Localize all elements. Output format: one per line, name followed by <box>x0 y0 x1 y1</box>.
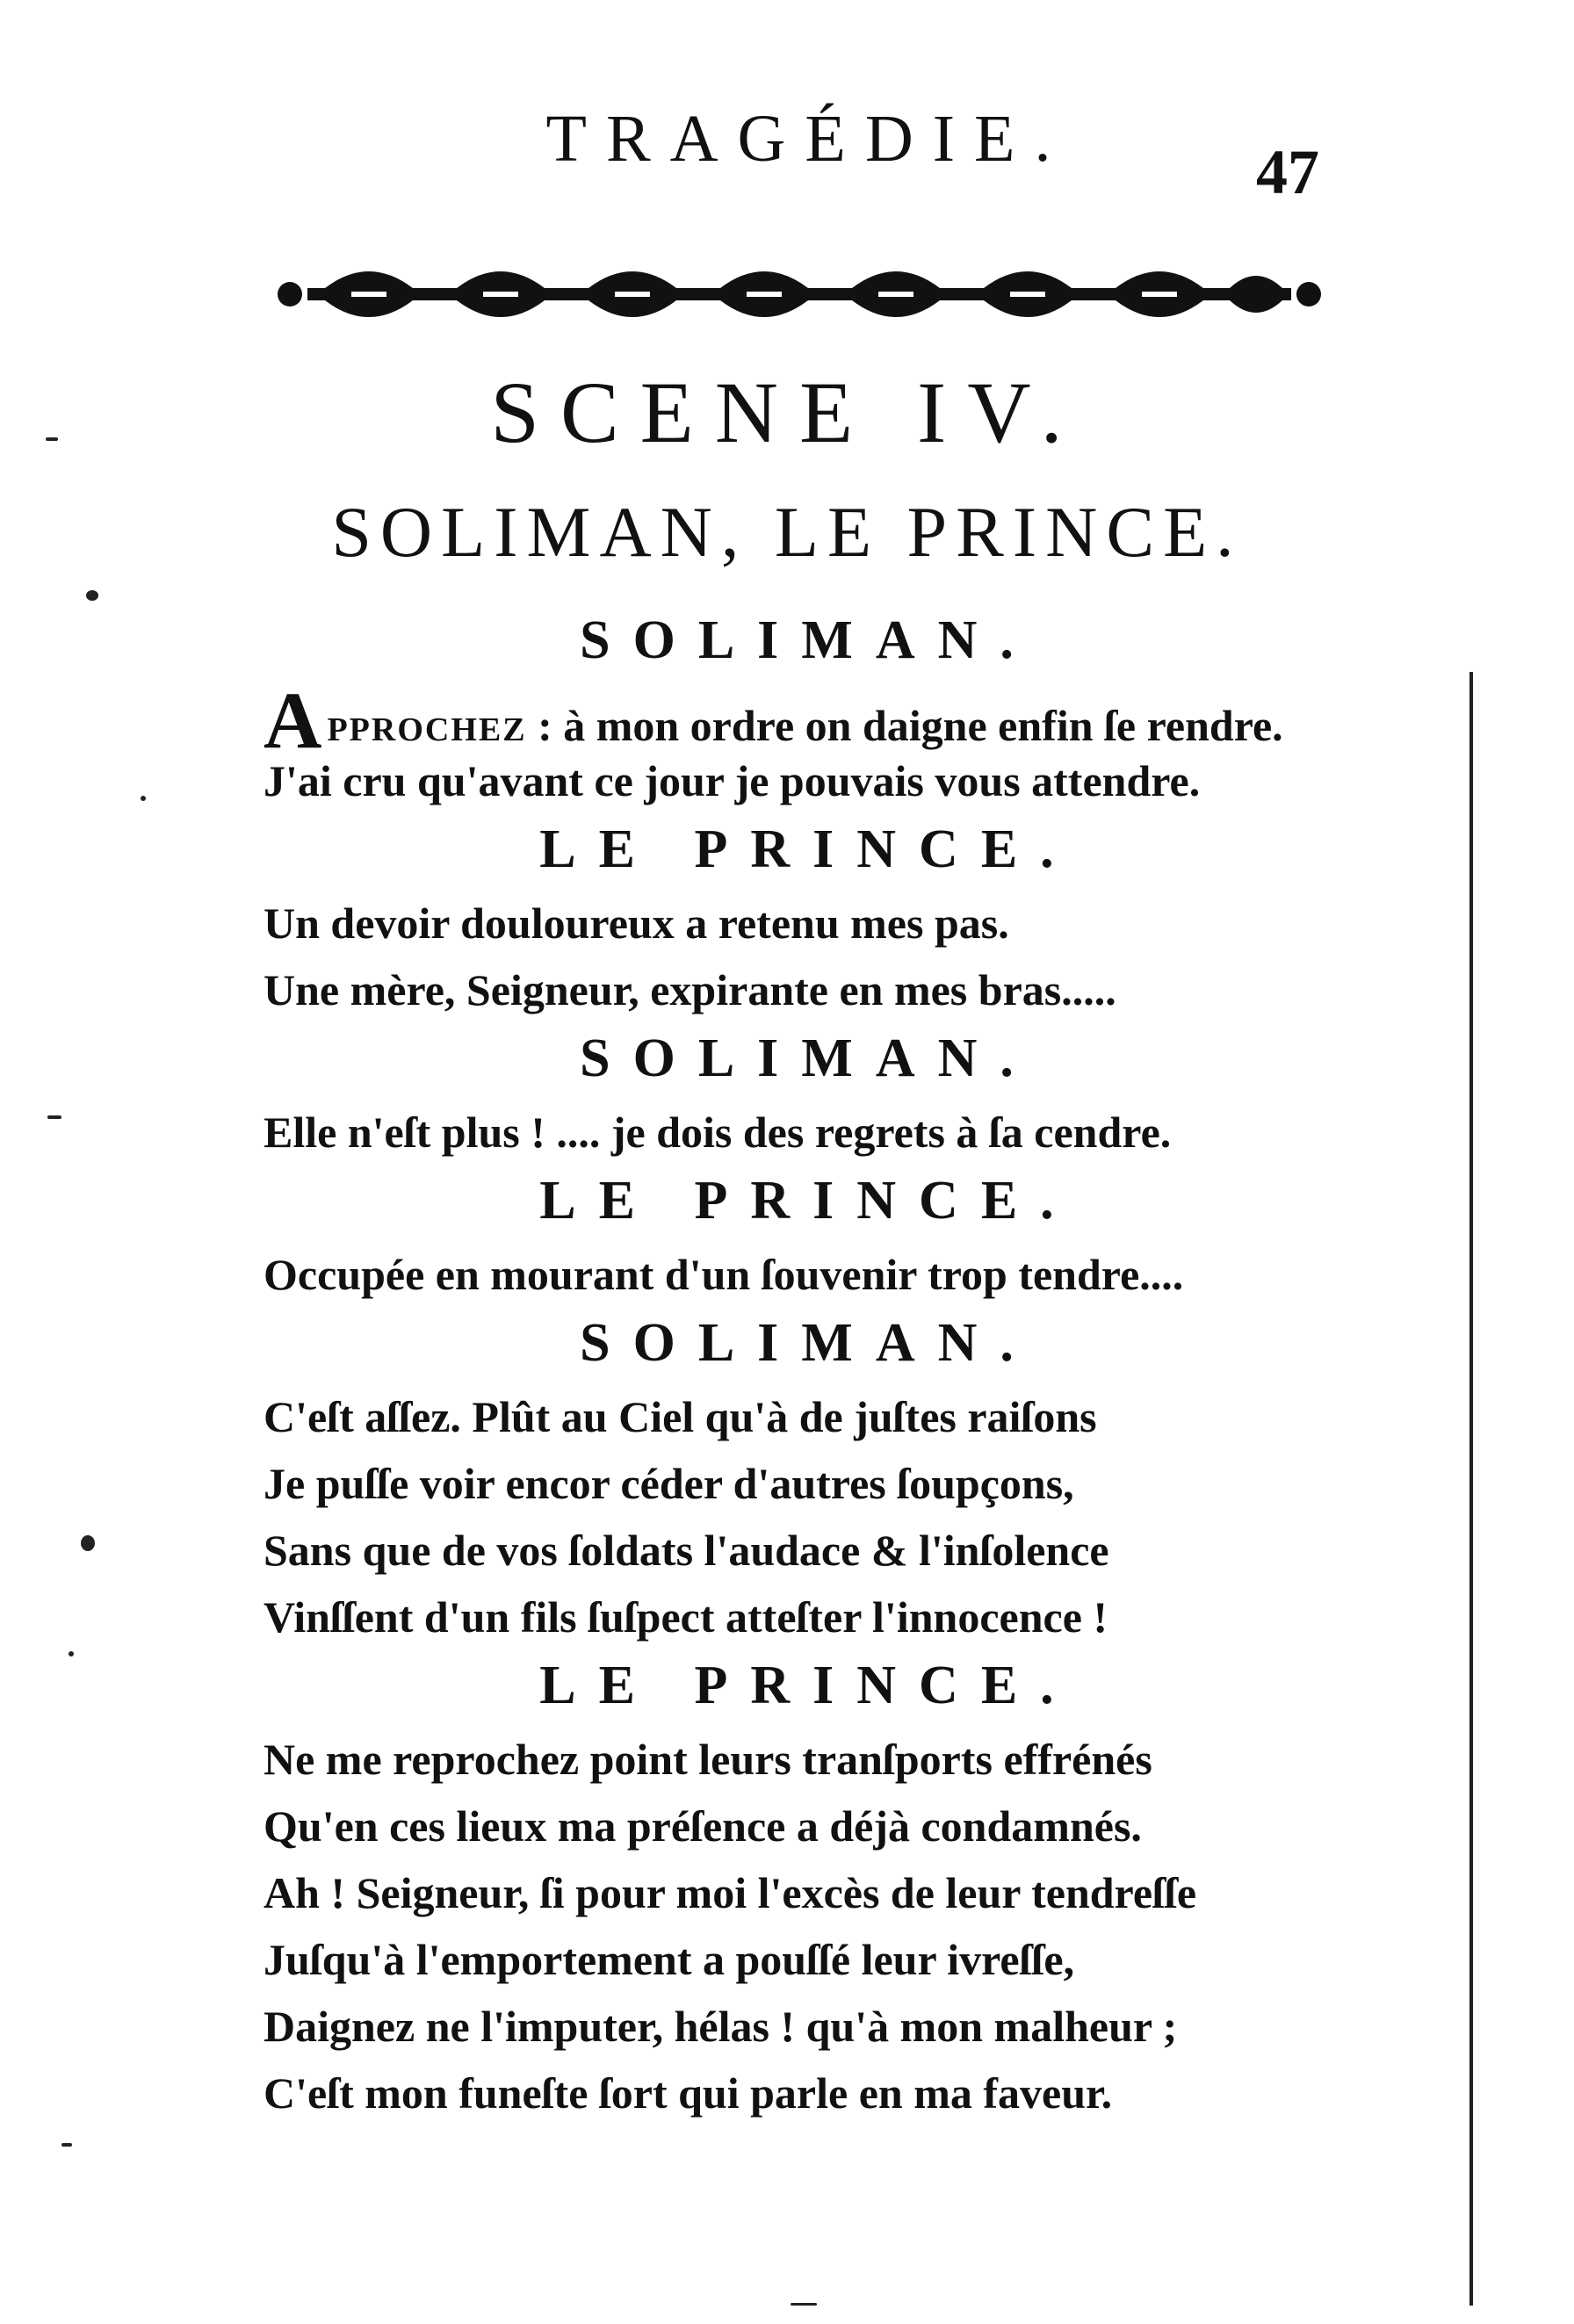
verse-line: Ne me reprochez point leurs tranſports effrénés <box>264 1735 1152 1784</box>
verse-line: Daignez ne l'imputer, hélas ! qu'à mon malheur ; <box>264 2002 1178 2051</box>
ink-speck <box>61 2143 72 2147</box>
ink-speck <box>86 590 98 601</box>
speaker-label: LE PRINCE. <box>539 1656 1077 1715</box>
verse-line: C'eſt mon funeſte ſort qui parle en ma faveur. <box>264 2068 1113 2118</box>
scene-title: SCENE IV. <box>490 364 1084 461</box>
verse-line: Sans que de vos ſoldats l'audace & l'inſolence <box>264 1526 1109 1575</box>
ink-speck <box>791 2303 817 2306</box>
speaker-label: SOLIMAN. <box>580 610 1036 670</box>
ink-speck <box>47 1115 61 1119</box>
verse-line: Une mère, Seigneur, expirante en mes bras..... <box>264 965 1116 1014</box>
verse-line: Juſqu'à l'emportement a pouſſé leur ivreſſe, <box>264 1935 1075 1984</box>
ink-speck <box>141 796 146 801</box>
verse-line: Ah ! Seigneur, ſi pour moi l'excès de leur tendreſſe <box>264 1868 1197 1917</box>
verse-line: Qu'en ces lieux ma préſence a déjà condamnés. <box>264 1801 1142 1851</box>
drop-cap: A <box>264 675 322 765</box>
verse-text: : à mon ordre on daigne enfin ſe rendre. <box>526 701 1283 750</box>
speaker-label: LE PRINCE. <box>539 819 1077 879</box>
running-title: TRAGÉDIE. <box>545 102 1071 176</box>
speaker-label: LE PRINCE. <box>539 1171 1077 1231</box>
verse-line: J'ai cru qu'avant ce jour je pouvais vous attendre. <box>264 756 1201 805</box>
verse-line: Occupée en mourant d'un ſouvenir trop tendre.... <box>264 1250 1184 1299</box>
verse-line <box>264 675 1353 765</box>
verse-line: Elle n'eſt plus ! .... je dois des regrets à ſa cendre. <box>264 1108 1172 1157</box>
scene-characters: SOLIMAN, LE PRINCE. <box>331 492 1243 572</box>
verse-line: Un devoir douloureux a retenu mes pas. <box>264 899 1009 948</box>
verse-line: C'eſt aſſez. Plût au Ciel qu'à de juſtes raiſons <box>264 1392 1097 1441</box>
speaker-label: SOLIMAN. <box>580 1028 1036 1088</box>
margin-rule <box>1469 672 1473 2306</box>
ink-speck <box>46 437 58 441</box>
ink-speck <box>69 1651 74 1656</box>
page-number: 47 <box>1256 137 1319 207</box>
ink-speck <box>81 1535 95 1551</box>
verse-line: Je puſſe voir encor céder d'autres ſoupçons, <box>264 1459 1074 1508</box>
ornament-band-icon <box>272 255 1326 334</box>
speaker-label: SOLIMAN. <box>580 1313 1036 1373</box>
verse-line: Vinſſent d'un fils ſuſpect atteſter l'innocence ! <box>264 1592 1108 1642</box>
dialogue <box>264 606 1353 2127</box>
small-caps-word: PPROCHEZ <box>327 711 527 748</box>
